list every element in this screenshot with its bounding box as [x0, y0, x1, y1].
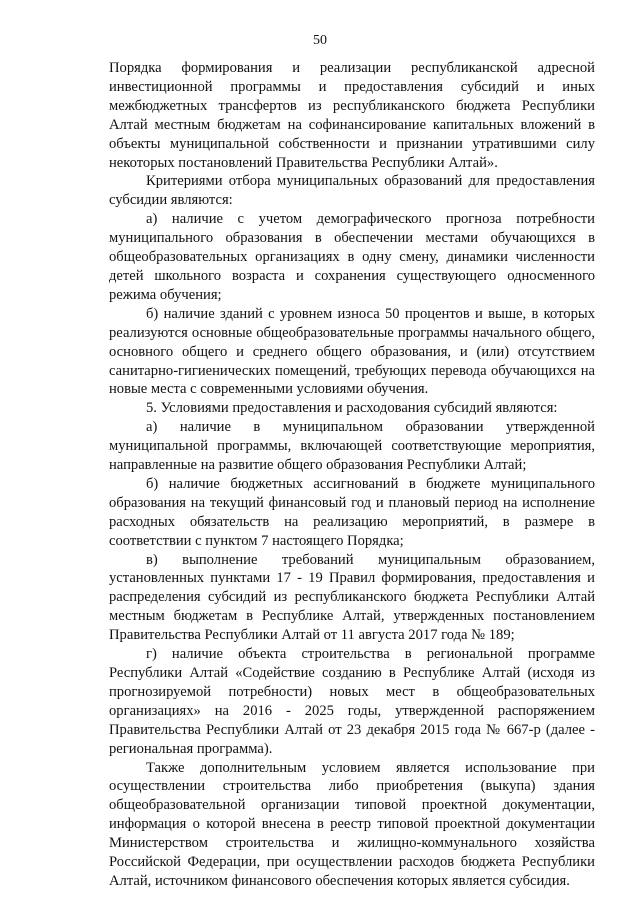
paragraph-2: Критериями отбора муниципальных образований для предоставления субсидии являются:	[109, 173, 595, 209]
paragraph-7: б) наличие бюджетных ассигнований в бюджете муниципального образования на текущий финансовый год и плановый период на исполнение расходных обязательств на реализацию мероприятий, в размере в соответствии с пунктом 7 настоящего Порядка;	[109, 475, 595, 549]
paragraph-10: Также дополнительным условием является использование при осуществлении строительства либо приобретения (выкупа) здания общеобразовательной организации типовой проектной документации, информация о которой внесена в реестр типовой проектной документации Министерством строительства и жилищно-коммунального хозяйства Российской Федерации, при осуществлении расходов бюджета Республики Алтай, источником финансового обеспечения которых является субсидия.	[109, 759, 595, 889]
paragraph-5: 5. Условиями предоставления и расходования субсидий являются:	[146, 400, 558, 417]
paragraph-6: а) наличие в муниципальном образовании утвержденной муниципальной программы, включающей соответствующие мероприятия, направленные на развитие общего образования Республики Алтай;	[109, 419, 595, 474]
paragraph-8: в) выполнение требований муниципальным образованием, установленных пунктами 17 - 19 Правил формирования, предоставления и распределения субсидий из республиканского бюджета Республики Алтай местным бюджетам в Республике Алтай, утвержденных постановлением Правительства Республики Алтай от 11 августа 2017 года № 189;	[109, 551, 595, 644]
paragraph-3: а) наличие с учетом демографического прогноза потребности муниципального образования в обеспечении местами обучающихся в общеобразовательных организациях в одну смену, динамики численности детей школьного возраста и сохранения существующего односменного режима обучения;	[109, 211, 595, 303]
paragraph-1: Порядка формирования и реализации республиканской адресной инвестиционной программы и предоставления субсидий и иных межбюджетных трансфертов из республиканского бюджета Республики Алтай местным бюджетам на софинансирование капитальных вложений в объекты муниципальной собственности и признании утратившими силу некоторых постановлений Правительства Республики Алтай».	[109, 60, 595, 171]
page-number: 50	[313, 33, 327, 48]
paragraph-4: б) наличие зданий с уровнем износа 50 процентов и выше, в которых реализуются основные общеобразовательные программы начального общего, основного общего и среднего общего образования, и (или) отсутствием санитарно-гигиенических помещений, требующих перевода обучающихся на новые места с современными условиями обучения.	[109, 305, 595, 398]
paragraph-9: г) наличие объекта строительства в региональной программе Республики Алтай «Содействие созданию в Республике Алтай (исходя из прогнозируемой потребности) новых мест в общеобразовательных организациях» на 2016 - 2025 годы, утвержденной распоряжением Правительства Республики Алтай от 23 декабря 2015 года № 667-р (далее - региональная программа).	[109, 646, 595, 757]
document-body	[109, 59, 595, 891]
